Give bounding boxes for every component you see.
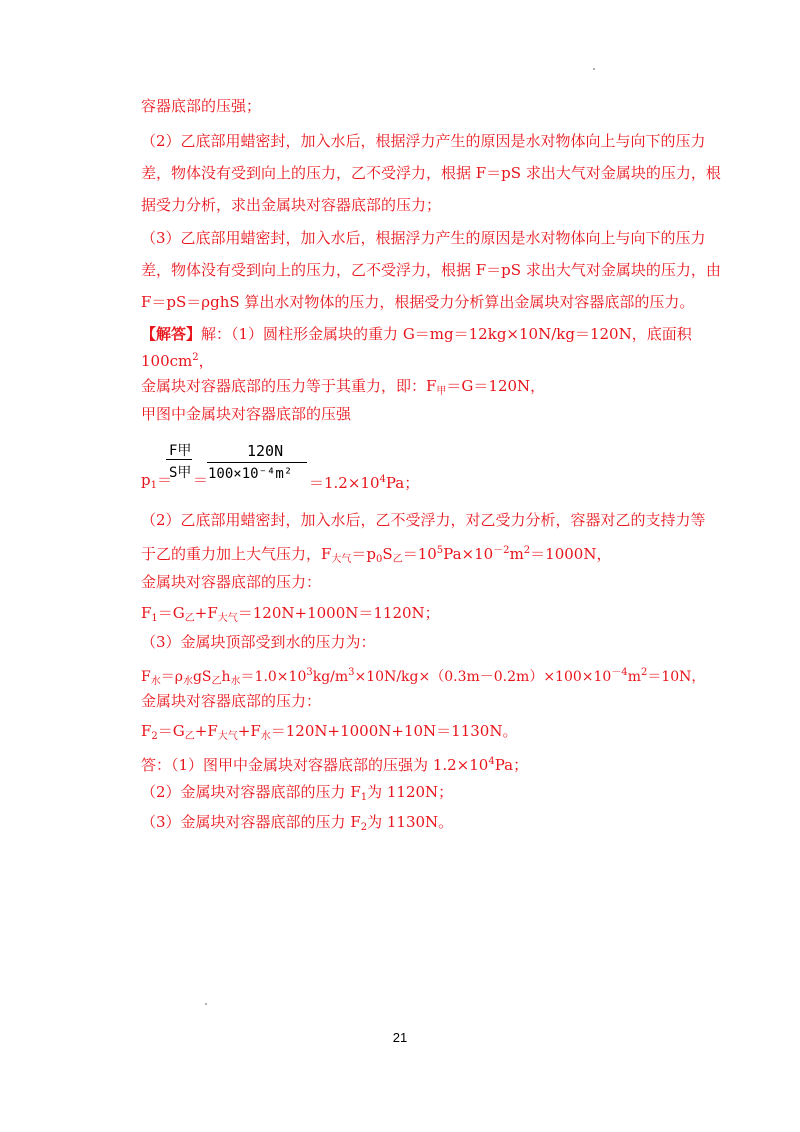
fraction-numerator-1: F甲 bbox=[169, 443, 192, 459]
line-8: 【解答】解：（1）圆柱形金属块的重力 G＝mg＝12kg×10N/kg＝120N，底面积 bbox=[141, 325, 692, 343]
margin-dot-bottom bbox=[205, 1003, 207, 1005]
line-9: $100cm^2$， bbox=[141, 352, 214, 370]
line-5: （3）乙底部用蜡密封，加入水后，根据浮力产生的原因是水对物体向上与向下的压力 bbox=[141, 229, 706, 247]
line-14: 金属块对容器底部的压力： bbox=[141, 573, 322, 591]
line-1: 容器底部的压强； bbox=[141, 97, 262, 115]
line-6: 差，物体没有受到向上的压力，乙不受浮力，根据 F＝pS 求出大气对金属块的压力，由 bbox=[141, 261, 721, 279]
line-12: （2）乙底部用蜡密封，加入水后，乙不受浮力，对乙受力分析，容器对乙的支持力等 bbox=[141, 511, 706, 529]
line-4: 据受力分析，求出金属块对容器底部的压力； bbox=[141, 196, 442, 214]
line-19: $F_2=G_乙+F_{大气}+F_水=120N+1000N+10N=1130N$。 bbox=[141, 722, 518, 742]
pressure-formula: $p_1=$ F甲 S甲 ＝ 120N 100×10⁻⁴m² $=1.2\times 10^4Pa$； bbox=[141, 442, 420, 492]
line-17: $F_水=\rho_水gS_乙h_水=1.0\times 10^3kg/m^3\times 10N/kg\times(0.3m-0.2m)\times 100\times 10^{-4}m^2=10N$， bbox=[141, 667, 706, 687]
fraction-denominator-1: S甲 bbox=[169, 465, 192, 481]
fraction-denominator-2: 100×10⁻⁴m² bbox=[208, 466, 293, 482]
line-21: （2）金属块对容器底部的压力 $F_1$为 1120N； bbox=[141, 783, 454, 803]
line-10: 金属块对容器底部的压力等于其重力，即：$F_甲=G=120N$， bbox=[141, 377, 546, 397]
line-11: 甲图中金属块对容器底部的压强 bbox=[141, 405, 352, 423]
line-22: （3）金属块对容器底部的压力 $F_2$为 1130N。 bbox=[141, 813, 454, 833]
fraction-bar-2 bbox=[207, 462, 307, 463]
answer-tag: 【解答】 bbox=[141, 325, 202, 343]
fraction-bar-1 bbox=[166, 459, 192, 460]
page-number: 21 bbox=[392, 1030, 408, 1045]
line-20: 答：（1）图甲中金属块对容器底部的压强为 $1.2\times 10^4Pa$； bbox=[141, 756, 529, 774]
line-16: （3）金属块顶部受到水的压力为： bbox=[141, 633, 376, 651]
fraction-numerator-2: 120N bbox=[247, 442, 284, 460]
line-7: F＝pS＝ρghS 算出水对物体的压力，根据受力分析算出金属块对容器底部的压力。 bbox=[141, 293, 695, 311]
line-15: $F_1=G_乙+F_{大气}=120N+1000N=1120N$； bbox=[141, 604, 440, 624]
line-2: （2）乙底部用蜡密封，加入水后，根据浮力产生的原因是水对物体向上与向下的压力 bbox=[141, 132, 706, 150]
line-3: 差，物体没有受到向上的压力，乙不受浮力，根据 F＝pS 求出大气对金属块的压力，根 bbox=[141, 164, 721, 182]
line-13: 于乙的重力加上大气压力，$F_{大气}=p_0S_乙=10^5Pa\times 10^{-2}m^2=1000N$， bbox=[141, 545, 612, 565]
margin-dot-top bbox=[593, 68, 595, 70]
line-18: 金属块对容器底部的压力： bbox=[141, 692, 322, 710]
